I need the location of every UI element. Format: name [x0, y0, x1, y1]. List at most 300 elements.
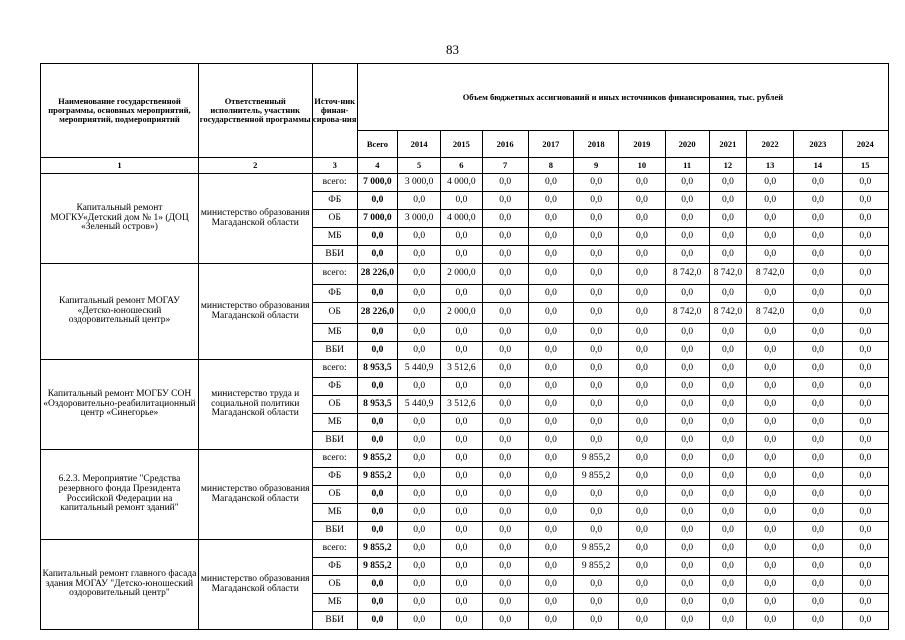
total-cell: 0,0 — [357, 594, 397, 612]
year-value-cell: 0,0 — [794, 228, 842, 246]
year-value-cell: 0,0 — [619, 192, 665, 210]
total-cell: 0,0 — [357, 342, 397, 360]
year-value-cell: 0,0 — [441, 324, 482, 342]
year-value-cell: 0,0 — [619, 264, 665, 285]
year-value-cell: 8 742,0 — [709, 303, 746, 324]
year-value-cell: 0,0 — [528, 324, 573, 342]
year-value-cell: 0,0 — [709, 558, 746, 576]
total-cell: 0,0 — [357, 192, 397, 210]
year-value-cell: 0,0 — [709, 450, 746, 468]
year-value-cell: 0,0 — [574, 504, 619, 522]
year-value-cell: 0,0 — [398, 192, 441, 210]
year-value-cell: 0,0 — [482, 612, 528, 630]
year-value-cell: 0,0 — [665, 396, 709, 414]
year-value-cell: 0,0 — [482, 303, 528, 324]
year-value-cell: 0,0 — [574, 414, 619, 432]
header-year: 2018 — [574, 131, 619, 158]
total-cell: 28 226,0 — [357, 303, 397, 324]
year-value-cell: 0,0 — [747, 504, 794, 522]
year-value-cell: 0,0 — [528, 468, 573, 486]
total-cell: 8 953,5 — [357, 396, 397, 414]
year-value-cell: 0,0 — [619, 414, 665, 432]
year-value-cell: 0,0 — [482, 504, 528, 522]
total-cell: 0,0 — [357, 612, 397, 630]
year-value-cell: 0,0 — [398, 612, 441, 630]
year-value-cell: 0,0 — [747, 414, 794, 432]
funding-source-cell: ОБ — [312, 576, 357, 594]
year-value-cell: 0,0 — [665, 558, 709, 576]
total-cell: 8 953,5 — [357, 360, 397, 378]
year-value-cell: 0,0 — [398, 303, 441, 324]
year-value-cell: 0,0 — [747, 522, 794, 540]
year-value-cell: 0,0 — [709, 612, 746, 630]
year-value-cell: 0,0 — [709, 228, 746, 246]
year-value-cell: 0,0 — [794, 360, 842, 378]
year-value-cell: 0,0 — [665, 504, 709, 522]
year-value-cell: 0,0 — [794, 192, 842, 210]
year-value-cell: 4 000,0 — [441, 174, 482, 192]
year-value-cell: 0,0 — [619, 594, 665, 612]
year-value-cell: 0,0 — [842, 594, 888, 612]
year-value-cell: 0,0 — [794, 396, 842, 414]
year-value-cell: 0,0 — [441, 228, 482, 246]
year-value-cell: 0,0 — [482, 192, 528, 210]
year-value-cell: 0,0 — [794, 558, 842, 576]
year-value-cell: 9 855,2 — [574, 468, 619, 486]
measure-name: Капитальный ремонт МОГКУ«Детский дом № 1» (ДОЦ «Зеленый остров») — [41, 174, 199, 264]
year-value-cell: 0,0 — [665, 210, 709, 228]
year-value-cell: 0,0 — [709, 486, 746, 504]
header-year: 2024 — [842, 131, 888, 158]
year-value-cell: 0,0 — [482, 360, 528, 378]
year-value-cell: 0,0 — [398, 264, 441, 285]
year-value-cell: 0,0 — [619, 174, 665, 192]
year-value-cell: 0,0 — [619, 378, 665, 396]
funding-source-cell: ОБ — [312, 210, 357, 228]
year-value-cell: 9 855,2 — [574, 558, 619, 576]
year-value-cell: 0,0 — [482, 558, 528, 576]
year-value-cell: 0,0 — [528, 342, 573, 360]
funding-source-cell: ОБ — [312, 303, 357, 324]
total-cell: 0,0 — [357, 576, 397, 594]
year-value-cell: 0,0 — [794, 612, 842, 630]
year-value-cell: 0,0 — [794, 522, 842, 540]
year-value-cell: 0,0 — [574, 396, 619, 414]
year-value-cell: 0,0 — [842, 360, 888, 378]
year-value-cell: 0,0 — [747, 342, 794, 360]
year-value-cell: 0,0 — [842, 174, 888, 192]
year-value-cell: 0,0 — [574, 576, 619, 594]
year-value-cell: 0,0 — [665, 378, 709, 396]
year-value-cell: 0,0 — [619, 246, 665, 264]
year-value-cell: 0,0 — [482, 468, 528, 486]
year-value-cell: 0,0 — [398, 594, 441, 612]
year-value-cell: 0,0 — [482, 264, 528, 285]
year-value-cell: 0,0 — [665, 450, 709, 468]
year-value-cell: 0,0 — [794, 414, 842, 432]
funding-source-cell: всего: — [312, 174, 357, 192]
year-value-cell: 0,0 — [747, 450, 794, 468]
year-value-cell: 0,0 — [709, 396, 746, 414]
year-value-cell: 0,0 — [619, 324, 665, 342]
year-value-cell: 0,0 — [574, 228, 619, 246]
year-value-cell: 0,0 — [482, 285, 528, 303]
year-value-cell: 0,0 — [482, 174, 528, 192]
year-value-cell: 0,0 — [619, 396, 665, 414]
year-value-cell: 0,0 — [665, 576, 709, 594]
year-value-cell: 0,0 — [482, 210, 528, 228]
year-value-cell: 0,0 — [665, 486, 709, 504]
funding-source-cell: ВБИ — [312, 432, 357, 450]
year-value-cell: 0,0 — [528, 246, 573, 264]
year-value-cell: 0,0 — [842, 504, 888, 522]
year-value-cell: 0,0 — [528, 594, 573, 612]
year-value-cell: 8 742,0 — [747, 303, 794, 324]
year-value-cell: 0,0 — [709, 504, 746, 522]
year-value-cell: 0,0 — [441, 468, 482, 486]
year-value-cell: 2 000,0 — [441, 303, 482, 324]
total-cell: 0,0 — [357, 324, 397, 342]
year-value-cell: 0,0 — [842, 414, 888, 432]
year-value-cell: 0,0 — [398, 378, 441, 396]
year-value-cell: 0,0 — [794, 576, 842, 594]
year-value-cell: 0,0 — [482, 324, 528, 342]
year-value-cell: 0,0 — [747, 360, 794, 378]
year-value-cell: 0,0 — [441, 612, 482, 630]
year-value-cell: 0,0 — [574, 303, 619, 324]
year-value-cell: 0,0 — [528, 396, 573, 414]
year-value-cell: 0,0 — [747, 210, 794, 228]
year-value-cell: 0,0 — [619, 450, 665, 468]
year-value-cell: 0,0 — [665, 285, 709, 303]
year-value-cell: 3 512,6 — [441, 360, 482, 378]
year-value-cell: 0,0 — [665, 468, 709, 486]
year-value-cell: 0,0 — [482, 378, 528, 396]
year-value-cell: 0,0 — [665, 432, 709, 450]
year-value-cell: 0,0 — [482, 540, 528, 558]
year-value-cell: 0,0 — [842, 432, 888, 450]
funding-source-cell: ВБИ — [312, 522, 357, 540]
year-value-cell: 0,0 — [398, 324, 441, 342]
column-number: 4 — [357, 158, 397, 174]
header-year: 2014 — [398, 131, 441, 158]
year-value-cell: 0,0 — [709, 432, 746, 450]
executor-cell: министерство образования Магаданской области — [198, 540, 312, 630]
column-number: 14 — [794, 158, 842, 174]
year-value-cell: 0,0 — [709, 540, 746, 558]
year-value-cell: 0,0 — [619, 558, 665, 576]
year-value-cell: 0,0 — [709, 468, 746, 486]
year-value-cell: 0,0 — [842, 540, 888, 558]
year-value-cell: 0,0 — [398, 540, 441, 558]
year-value-cell: 0,0 — [619, 486, 665, 504]
column-number: 12 — [709, 158, 746, 174]
year-value-cell: 0,0 — [574, 432, 619, 450]
funding-source-cell: всего: — [312, 360, 357, 378]
year-value-cell: 0,0 — [709, 576, 746, 594]
year-value-cell: 0,0 — [482, 396, 528, 414]
year-value-cell: 0,0 — [747, 246, 794, 264]
year-value-cell: 0,0 — [574, 324, 619, 342]
year-value-cell: 0,0 — [398, 468, 441, 486]
year-value-cell: 0,0 — [665, 324, 709, 342]
total-cell: 0,0 — [357, 246, 397, 264]
funding-source-cell: МБ — [312, 414, 357, 432]
year-value-cell: 0,0 — [441, 504, 482, 522]
year-value-cell: 0,0 — [619, 576, 665, 594]
year-value-cell: 0,0 — [574, 285, 619, 303]
year-value-cell: 0,0 — [794, 210, 842, 228]
year-value-cell: 0,0 — [398, 558, 441, 576]
year-value-cell: 0,0 — [528, 450, 573, 468]
year-value-cell: 9 855,2 — [574, 450, 619, 468]
year-value-cell: 5 440,9 — [398, 360, 441, 378]
year-value-cell: 0,0 — [842, 558, 888, 576]
year-value-cell: 0,0 — [528, 378, 573, 396]
year-value-cell: 0,0 — [665, 174, 709, 192]
year-value-cell: 0,0 — [528, 210, 573, 228]
year-value-cell: 0,0 — [398, 522, 441, 540]
year-value-cell: 0,0 — [574, 246, 619, 264]
year-value-cell: 0,0 — [398, 432, 441, 450]
year-value-cell: 0,0 — [747, 540, 794, 558]
total-cell: 7 000,0 — [357, 174, 397, 192]
funding-source-cell: ФБ — [312, 192, 357, 210]
year-value-cell: 0,0 — [665, 594, 709, 612]
year-value-cell: 0,0 — [528, 576, 573, 594]
year-value-cell: 0,0 — [528, 504, 573, 522]
year-value-cell: 8 742,0 — [665, 264, 709, 285]
year-value-cell: 0,0 — [709, 285, 746, 303]
year-value-cell: 0,0 — [574, 522, 619, 540]
year-value-cell: 0,0 — [747, 378, 794, 396]
year-value-cell: 0,0 — [619, 342, 665, 360]
year-value-cell: 0,0 — [528, 612, 573, 630]
column-number: 9 — [574, 158, 619, 174]
funding-source-cell: ВБИ — [312, 342, 357, 360]
measure-name: Капитальный ремонт МОГАУ «Детско-юношеский оздоровительный центр» — [41, 264, 199, 360]
header-volume: Объем бюджетных ассигнований и иных источников финансирования, тыс. рублей — [357, 64, 888, 131]
header-year: 2023 — [794, 131, 842, 158]
year-value-cell: 0,0 — [842, 576, 888, 594]
year-value-cell: 0,0 — [574, 378, 619, 396]
total-cell: 9 855,2 — [357, 540, 397, 558]
year-value-cell: 9 855,2 — [574, 540, 619, 558]
year-value-cell: 0,0 — [842, 342, 888, 360]
funding-source-cell: ФБ — [312, 558, 357, 576]
header-year: 2016 — [482, 131, 528, 158]
year-value-cell: 0,0 — [747, 396, 794, 414]
year-value-cell: 0,0 — [619, 360, 665, 378]
table-row — [41, 450, 889, 468]
year-value-cell: 0,0 — [709, 360, 746, 378]
funding-source-cell: ФБ — [312, 468, 357, 486]
year-value-cell: 0,0 — [398, 450, 441, 468]
measure-name: Капитальный ремонт МОГБУ СОН «Оздоровительно-реабилитационный центр «Синегорье» — [41, 360, 199, 450]
year-value-cell: 0,0 — [842, 192, 888, 210]
year-value-cell: 3 512,6 — [441, 396, 482, 414]
column-number: 7 — [482, 158, 528, 174]
total-cell: 0,0 — [357, 285, 397, 303]
year-value-cell: 0,0 — [709, 324, 746, 342]
year-value-cell: 0,0 — [842, 378, 888, 396]
year-value-cell: 0,0 — [747, 594, 794, 612]
year-value-cell: 0,0 — [619, 303, 665, 324]
year-value-cell: 0,0 — [709, 378, 746, 396]
year-value-cell: 0,0 — [398, 486, 441, 504]
year-value-cell: 0,0 — [794, 264, 842, 285]
year-value-cell: 0,0 — [482, 594, 528, 612]
year-value-cell: 0,0 — [619, 228, 665, 246]
year-value-cell: 0,0 — [842, 228, 888, 246]
year-value-cell: 0,0 — [482, 414, 528, 432]
year-value-cell: 0,0 — [794, 468, 842, 486]
table-header — [41, 64, 889, 174]
year-value-cell: 0,0 — [528, 522, 573, 540]
year-value-cell: 0,0 — [709, 174, 746, 192]
year-value-cell: 4 000,0 — [441, 210, 482, 228]
year-value-cell: 2 000,0 — [441, 264, 482, 285]
year-value-cell: 8 742,0 — [747, 264, 794, 285]
year-value-cell: 0,0 — [842, 486, 888, 504]
year-value-cell: 0,0 — [574, 264, 619, 285]
year-value-cell: 0,0 — [794, 540, 842, 558]
year-value-cell: 0,0 — [665, 342, 709, 360]
year-value-cell: 0,0 — [441, 594, 482, 612]
year-value-cell: 0,0 — [842, 522, 888, 540]
year-value-cell: 0,0 — [794, 450, 842, 468]
header-source: Источ-ник финан-сирова-ния — [312, 64, 357, 158]
year-value-cell: 0,0 — [842, 264, 888, 285]
year-value-cell: 0,0 — [794, 378, 842, 396]
year-value-cell: 0,0 — [398, 414, 441, 432]
year-value-cell: 0,0 — [747, 432, 794, 450]
year-value-cell: 0,0 — [842, 396, 888, 414]
year-value-cell: 0,0 — [441, 192, 482, 210]
year-value-cell: 0,0 — [528, 228, 573, 246]
column-number: 5 — [398, 158, 441, 174]
page-number: 83 — [446, 42, 459, 57]
header-year: 2020 — [665, 131, 709, 158]
year-value-cell: 0,0 — [665, 540, 709, 558]
funding-source-cell: МБ — [312, 594, 357, 612]
column-number-row — [41, 158, 889, 174]
year-value-cell: 0,0 — [441, 540, 482, 558]
year-value-cell: 0,0 — [482, 432, 528, 450]
table-row — [41, 360, 889, 378]
year-value-cell: 0,0 — [794, 285, 842, 303]
year-value-cell: 0,0 — [709, 210, 746, 228]
funding-source-cell: ВБИ — [312, 246, 357, 264]
year-value-cell: 0,0 — [441, 522, 482, 540]
header-year: 2022 — [747, 131, 794, 158]
year-value-cell: 0,0 — [747, 486, 794, 504]
year-value-cell: 0,0 — [482, 228, 528, 246]
year-value-cell: 0,0 — [709, 594, 746, 612]
year-value-cell: 3 000,0 — [398, 174, 441, 192]
year-value-cell: 0,0 — [794, 432, 842, 450]
year-value-cell: 0,0 — [842, 246, 888, 264]
year-value-cell: 0,0 — [528, 558, 573, 576]
year-value-cell: 0,0 — [794, 504, 842, 522]
year-value-cell: 8 742,0 — [709, 264, 746, 285]
header-year: 2015 — [441, 131, 482, 158]
year-value-cell: 0,0 — [665, 522, 709, 540]
executor-cell: министерство образования Магаданской области — [198, 450, 312, 540]
year-value-cell: 0,0 — [747, 612, 794, 630]
year-value-cell: 0,0 — [842, 612, 888, 630]
year-value-cell: 0,0 — [441, 486, 482, 504]
year-value-cell: 0,0 — [842, 450, 888, 468]
total-cell: 9 855,2 — [357, 450, 397, 468]
column-number: 15 — [842, 158, 888, 174]
year-value-cell: 0,0 — [482, 246, 528, 264]
total-cell: 28 226,0 — [357, 264, 397, 285]
year-value-cell: 0,0 — [619, 285, 665, 303]
year-value-cell: 0,0 — [665, 246, 709, 264]
year-value-cell: 5 440,9 — [398, 396, 441, 414]
funding-source-cell: ФБ — [312, 378, 357, 396]
year-value-cell: 0,0 — [441, 246, 482, 264]
table-row — [41, 264, 889, 285]
year-value-cell: 0,0 — [842, 303, 888, 324]
year-value-cell: 0,0 — [528, 486, 573, 504]
budget-table — [40, 63, 889, 630]
year-value-cell: 0,0 — [747, 174, 794, 192]
header-executor: Ответственный исполнитель, участник государственной программы — [198, 64, 312, 158]
year-value-cell: 0,0 — [398, 504, 441, 522]
measure-name: 6.2.3. Мероприятие "Средства резервного фонда Президента Российской Федерации на капитальный ремонт зданий" — [41, 450, 199, 540]
year-value-cell: 0,0 — [574, 612, 619, 630]
funding-source-cell: ФБ — [312, 285, 357, 303]
year-value-cell: 0,0 — [528, 174, 573, 192]
funding-source-cell: ОБ — [312, 486, 357, 504]
year-value-cell: 0,0 — [709, 414, 746, 432]
year-value-cell: 0,0 — [665, 612, 709, 630]
year-value-cell: 0,0 — [574, 342, 619, 360]
funding-source-cell: МБ — [312, 324, 357, 342]
year-value-cell: 0,0 — [574, 360, 619, 378]
total-cell: 0,0 — [357, 504, 397, 522]
year-value-cell: 8 742,0 — [665, 303, 709, 324]
year-value-cell: 0,0 — [441, 558, 482, 576]
year-value-cell: 0,0 — [441, 285, 482, 303]
year-value-cell: 0,0 — [619, 432, 665, 450]
year-value-cell: 0,0 — [441, 414, 482, 432]
year-value-cell: 0,0 — [709, 192, 746, 210]
year-value-cell: 0,0 — [441, 432, 482, 450]
year-value-cell: 0,0 — [398, 576, 441, 594]
column-number: 3 — [312, 158, 357, 174]
year-value-cell: 0,0 — [574, 174, 619, 192]
year-value-cell: 0,0 — [747, 285, 794, 303]
total-cell: 9 855,2 — [357, 558, 397, 576]
year-value-cell: 0,0 — [528, 540, 573, 558]
total-cell: 0,0 — [357, 378, 397, 396]
year-value-cell: 0,0 — [619, 210, 665, 228]
year-value-cell: 0,0 — [482, 576, 528, 594]
year-value-cell: 0,0 — [528, 285, 573, 303]
year-value-cell: 0,0 — [528, 432, 573, 450]
year-value-cell: 0,0 — [709, 342, 746, 360]
year-value-cell: 0,0 — [709, 246, 746, 264]
header-name: Наименование государственной программы, основных мероприятий, мероприятий, подмероприятий — [41, 64, 199, 158]
year-value-cell: 0,0 — [794, 324, 842, 342]
funding-source-cell: ОБ — [312, 396, 357, 414]
total-cell: 7 000,0 — [357, 210, 397, 228]
total-cell: 0,0 — [357, 432, 397, 450]
year-value-cell: 0,0 — [528, 192, 573, 210]
